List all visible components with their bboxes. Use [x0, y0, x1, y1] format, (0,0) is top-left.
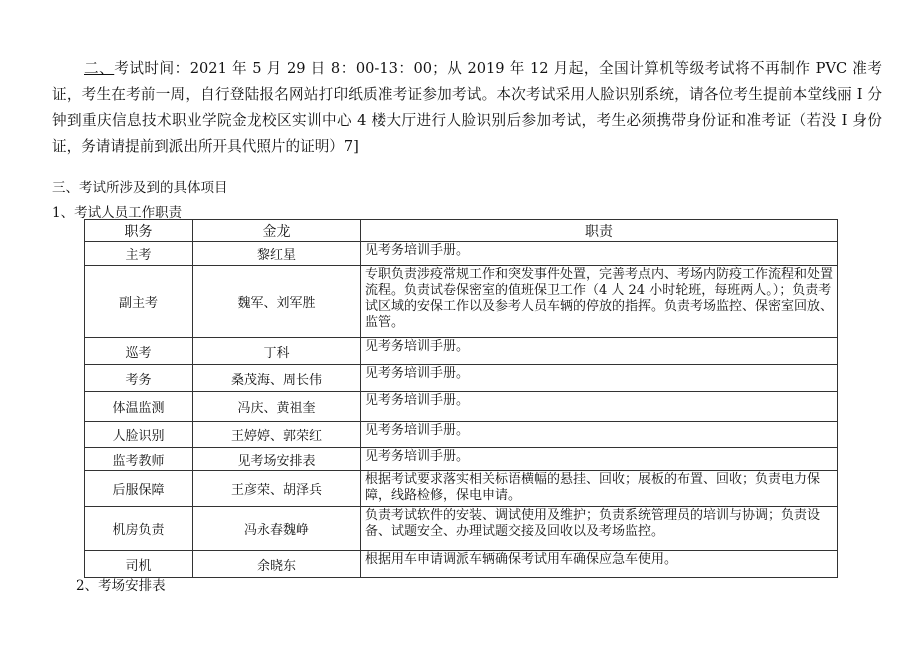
role-cell: 司机 — [85, 551, 193, 578]
table-row — [85, 448, 838, 471]
role-cell: 副主考 — [85, 266, 193, 338]
table-row — [85, 471, 838, 507]
people-cell: 冯庆、黄祖奎 — [193, 392, 361, 422]
section-2-number: 二、 — [84, 60, 115, 77]
header-jinlong: 金龙 — [193, 220, 361, 242]
role-cell: 主考 — [85, 242, 193, 266]
duty-cell: 根据考试要求落实相关标语横幅的悬挂、回收；展板的布置、回收；负责电力保障，线路检修，保电申请。 — [361, 471, 838, 507]
people-cell: 丁科 — [193, 338, 361, 365]
duty-cell: 根据用车申请调派车辆确保考试用车确保应急车使用。 — [361, 551, 838, 578]
table-header-row — [85, 220, 838, 242]
section-3-title: 三、考试所涉及到的具体项目 — [52, 180, 228, 196]
duties-subtitle: 1、考试人员工作职责 — [52, 205, 183, 221]
exam-room-subtitle: 2、考场安排表 — [76, 578, 166, 594]
people-cell: 冯永春魏峥 — [193, 507, 361, 551]
people-cell: 黎红星 — [193, 242, 361, 266]
role-cell: 人脸识别 — [85, 422, 193, 448]
duty-cell: 见考务培训手册。 — [361, 392, 838, 422]
staff-duties-table — [84, 219, 838, 578]
role-cell: 后服保障 — [85, 471, 193, 507]
people-cell: 魏军、刘军胜 — [193, 266, 361, 338]
role-cell: 监考教师 — [85, 448, 193, 471]
people-cell: 桑茂海、周长伟 — [193, 365, 361, 392]
table-row — [85, 365, 838, 392]
header-duty: 职责 — [361, 220, 838, 242]
table-row — [85, 266, 838, 338]
table-row — [85, 338, 838, 365]
duty-cell: 负责考试软件的安装、调试使用及维护；负责系统管理员的培训与协调；负责设备、试题安全、办理试题交接及回收以及考场监控。 — [361, 507, 838, 551]
role-cell: 机房负责 — [85, 507, 193, 551]
table-row — [85, 242, 838, 266]
exam-info-paragraph — [52, 56, 882, 160]
table-row — [85, 551, 838, 578]
table-row — [85, 507, 838, 551]
duty-cell: 见考务培训手册。 — [361, 448, 838, 471]
people-cell: 王婷婷、郭荣红 — [193, 422, 361, 448]
people-cell: 余晓东 — [193, 551, 361, 578]
header-role: 职务 — [85, 220, 193, 242]
table-row — [85, 422, 838, 448]
duty-cell: 见考务培训手册。 — [361, 422, 838, 448]
role-cell: 考务 — [85, 365, 193, 392]
people-cell: 王彦荣、胡泽兵 — [193, 471, 361, 507]
exam-info-text: 考试时间：2021 年 5 月 29 日 8：00-13：00；从 2019 年 12 月起，全国计算机等级考试将不再制作 PVC 准考证，考生在考前一周，自行登陆报名网站打印纸质准考证参加考试。本次考试采用人脸识别系统，请各位考生提前本堂线丽 I 分钟到重庆信息技术职业学院金龙校区实训中心 4 楼大厅进行人脸识别后参加考试，考生必须携带身份证和准考证（若没 I 身份证，务请请提前到派出所开具代照片的证明）7] — [52, 60, 882, 155]
role-cell: 体温监测 — [85, 392, 193, 422]
role-cell: 巡考 — [85, 338, 193, 365]
duty-cell: 见考务培训手册。 — [361, 365, 838, 392]
table-row — [85, 392, 838, 422]
duty-cell: 专职负责涉疫常规工作和突发事件处置，完善考点内、考场内防疫工作流程和处置流程。负责试卷保密室的值班保卫工作（4 人 24 小时轮班，每班两人。）；负责考试区域的安保工作以及参考人员车辆的停放的指挥。负责考场监控、保密室回放、监管。 — [361, 266, 838, 338]
duty-cell: 见考务培训手册。 — [361, 242, 838, 266]
duty-cell: 见考务培训手册。 — [361, 338, 838, 365]
people-cell: 见考场安排表 — [193, 448, 361, 471]
